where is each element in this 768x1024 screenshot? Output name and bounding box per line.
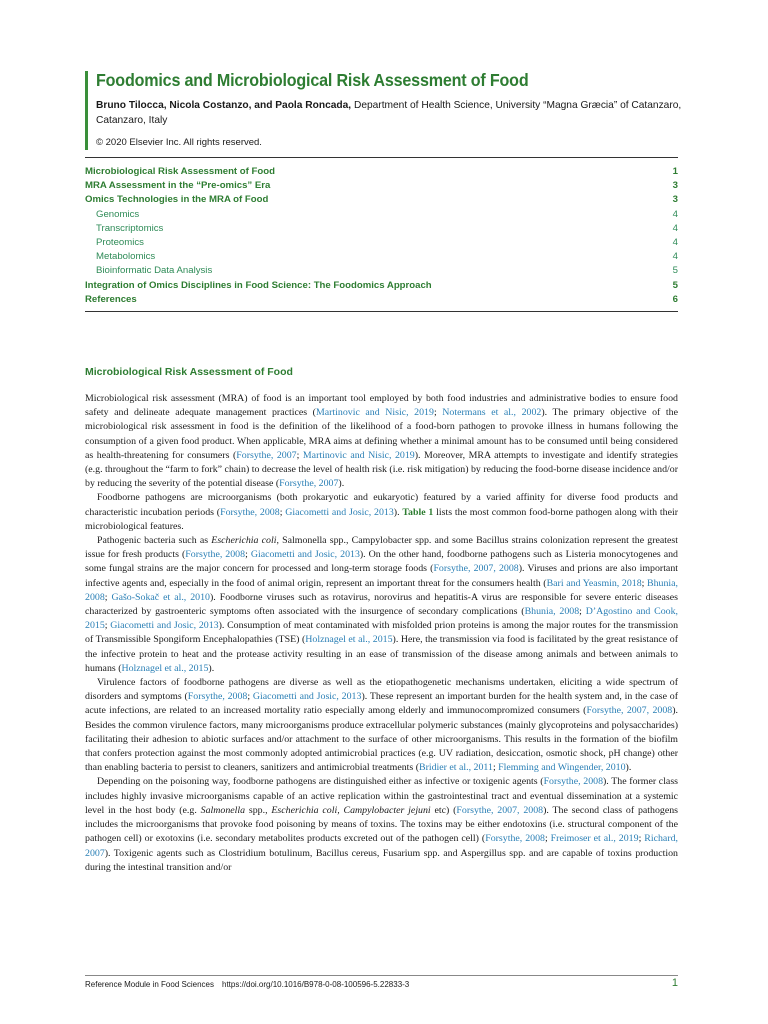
toc-entry-label: MRA Assessment in the “Pre-omics” Era	[85, 180, 271, 192]
italic-species-name: Escherichia coli	[211, 535, 277, 547]
text-run: ;	[296, 449, 303, 461]
text-run: ;	[492, 762, 499, 774]
toc-entry[interactable]	[85, 208, 678, 222]
citation-link[interactable]: Giacometti and Josic, 2013	[285, 506, 394, 518]
text-run: ;	[104, 620, 111, 632]
toc-entry[interactable]	[85, 179, 678, 193]
toc-entry-label: Metabolomics	[96, 251, 156, 263]
citation-link[interactable]: Giacometti and Josic, 2013	[250, 549, 360, 561]
footer-doi-link[interactable]: https://doi.org/10.1016/B978-0-08-100596-5.22833-3	[222, 980, 410, 989]
citation-link[interactable]: Forsythe, 2007, 2008	[433, 563, 519, 575]
body-paragraph	[85, 775, 678, 874]
footer-rule	[85, 975, 678, 976]
text-run: ;	[641, 577, 647, 589]
article-body	[85, 392, 678, 875]
text-run: Virulence factors of foodborne pathogens are diverse as well as the etiopathogenetic mechanisms undertaken, eliciting a wide spectrum of disorders and symptoms (	[85, 677, 678, 703]
text-run: Pathogenic bacteria such as	[97, 535, 212, 547]
author-affiliation: Department of Health Science, University “Magna Græcia” of Catanzaro, Catanzaro, Italy	[96, 100, 682, 126]
text-run: ). On the other hand, foodborne pathogens such as Listeria monocytogenes and some fungal strains are the major concern for processed and long-term storage foods (	[85, 549, 678, 575]
toc-entry-label: Integration of Omics Disciplines in Food Science: The Foodomics Approach	[85, 279, 432, 291]
citation-link[interactable]: Richard, 2007	[85, 833, 679, 859]
citation-link[interactable]: Holznagel et al., 2015	[121, 662, 209, 674]
copyright-notice: © 2020 Elsevier Inc. All rights reserved.	[96, 137, 262, 148]
footer-page-number: 1	[671, 977, 678, 989]
text-run: ). The former class includes highly invasive microorganisms capable of an active replication within the gastrointestinal tract and eventual dissemination at a systemic level in the host body (e.g.	[85, 776, 679, 816]
text-run: ;	[279, 506, 286, 518]
citation-link[interactable]: Martinovic and Nisic, 2019	[315, 407, 434, 419]
toc-entry-label: Omics Technologies in the MRA of Food	[85, 194, 269, 206]
text-run: ). Foodborne viruses such as rotavirus, norovirus and hepatitis-A virus are responsible for severe enteric diseases characterized by gastroenteric symptoms often associated with the insurgence of secondary complications (	[85, 591, 678, 618]
text-run: spp.,	[245, 804, 272, 816]
toc-entry[interactable]	[85, 222, 678, 236]
toc-entry-page: 4	[672, 208, 678, 220]
text-run: ;	[638, 833, 645, 845]
author-block	[96, 98, 686, 128]
toc-top-rule	[85, 157, 678, 158]
citation-link[interactable]: Giacometti and Josic, 2013	[252, 691, 362, 703]
text-run: ). Consumption of meat contaminated with misfolded prion proteins is among the major routes for the transmission of Transmissible Spongiform Encephalopathies (TSE) (	[85, 620, 679, 646]
text-run: ). Viruses and prions are also important infective agents and, especially in the food of animal origin, represent an important threat for the consumers health (	[85, 563, 678, 589]
citation-link[interactable]: Notermans et al., 2002	[442, 407, 542, 419]
toc-entry-label: Transcriptomics	[96, 222, 164, 234]
toc-entry-page: 3	[672, 180, 678, 192]
toc-entry-label: Genomics	[96, 208, 140, 220]
citation-link[interactable]: Forsythe, 2008	[220, 506, 280, 518]
citation-link[interactable]: Gašo-Sokač et al., 2010	[111, 591, 210, 603]
text-run: ). The primary objective of the microbiological risk assessment in food is the definition of the likelihood of a food-born pathogen to provoke illness in humans following the consumption of a given food product. When applicable, MRA aims at defining whether a minimal amount has to be consumed until being considered as health-threatening for consumers (	[85, 407, 678, 461]
text-run: ).	[338, 478, 345, 490]
body-paragraph	[85, 534, 678, 676]
text-run: ). Besides the common virulence factors, many microorganisms produce extracellular polymeric substances (mainly glycoproteins and polysaccharides) facilitating their adhesion to abiotic surfaces and/or attachment to the surface of other microorganisms. This results in the formation of the biofilm that confers protection against the most commonly adopted antimicrobial practices (e.g. UV radiation, desiccation, osmotic shock, pH change) other than enabling bacteria to persist to cleaners, sanitizers and antimicrobial treatments (	[85, 705, 678, 774]
citation-link[interactable]: D’Agostino and Cook, 2015	[85, 606, 679, 632]
text-run: ). These represent an important burden for the health system and, in the case of acute infections, are related to an increased mortality ratio especially among elderly and immunocompromized consumers (	[85, 691, 679, 717]
author-names: Bruno Tilocca, Nicola Costanzo, and Paola Roncada,	[96, 100, 352, 111]
text-run: ;	[579, 606, 586, 618]
text-run: ). Here, the transmission via food is facilitated by the great resistance of the infective protein to heat and the protease activity resulting in an ease of transmission of the disease among animals and between animals to humans (	[85, 634, 678, 674]
text-run: ).	[208, 662, 215, 674]
toc-entry-page: 4	[672, 236, 678, 248]
toc-entry-page: 5	[672, 279, 678, 291]
text-run: ;	[544, 833, 551, 845]
citation-link[interactable]: Forsythe, 2008	[543, 776, 604, 788]
toc-entry[interactable]	[85, 264, 678, 278]
text-run: ). Toxigenic agents such as Clostridium botulinum, Bacillus cereus, Fusarium spp. and Aspergillus spp. and are capable of toxins production during the intestinal transition and/or	[85, 847, 678, 873]
text-run: ;	[245, 549, 251, 561]
footer-journal: Reference Module in Food Sciences	[85, 980, 214, 989]
toc-entry[interactable]	[85, 279, 678, 293]
toc-entry-label: Bioinformatic Data Analysis	[96, 265, 213, 277]
citation-link[interactable]: Giacometti and Josic, 2013	[110, 620, 219, 632]
italic-species-name: Salmonella	[200, 804, 246, 816]
text-run: ).	[625, 762, 632, 774]
citation-link[interactable]: Bhunia, 2008	[85, 577, 678, 603]
citation-link[interactable]: Forsythe, 2007, 2008	[456, 804, 544, 816]
toc-entry[interactable]	[85, 193, 678, 207]
table-reference-link[interactable]: Table 1	[402, 506, 434, 518]
toc-bottom-rule	[85, 311, 678, 312]
citation-link[interactable]: Forsythe, 2008	[187, 691, 248, 703]
toc-entry-label: Microbiological Risk Assessment of Food	[85, 166, 275, 177]
toc-entry-page: 4	[672, 222, 678, 234]
body-paragraph	[85, 491, 678, 534]
text-run: ). Moreover, MRA attempts to investigate and identify strategies (e.g. throughout the “farm to fork” chain) to decrease the level of health risk (i.e. risk mitigation) by reducing the food-borne disease incidence and/or by reducing the severity of the potential disease (	[85, 449, 679, 490]
toc-entry[interactable]	[85, 165, 678, 179]
text-run: lists the most common food-borne pathogen along with their microbiological features.	[85, 506, 679, 532]
text-run: ;	[247, 691, 253, 703]
text-run: etc) (	[430, 804, 457, 816]
text-run: , Salmonella spp., Campylobacter spp. and some Bacillus strains colonization represent the greatest issue for fresh products (	[85, 535, 678, 561]
citation-link[interactable]: Forsythe, 2008	[185, 549, 246, 561]
section-heading: Microbiological Risk Assessment of Food	[85, 366, 293, 378]
citation-link[interactable]: Forsythe, 2008	[485, 833, 545, 845]
toc-entry-page: 6	[672, 293, 678, 305]
citation-link[interactable]: Bari and Yeasmin, 2018	[546, 577, 642, 589]
italic-species-name: Escherichia coli, Campylobacter jejuni	[271, 804, 431, 816]
text-run: Depending on the poisoning way, foodborne pathogens are distinguished either as infective or toxigenic agents (	[97, 776, 544, 788]
text-run: ).	[393, 506, 403, 518]
citation-link[interactable]: Martinovic and Nisic, 2019	[302, 449, 415, 461]
text-run: ;	[433, 407, 443, 419]
toc-entry-label: References	[85, 293, 137, 305]
toc-entry[interactable]	[85, 236, 678, 250]
toc-entry-label: Proteomics	[96, 236, 144, 248]
body-paragraph	[85, 392, 678, 491]
citation-link[interactable]: Bhunia, 2008	[524, 606, 580, 618]
text-run: ;	[104, 591, 112, 603]
toc-entry[interactable]	[85, 250, 678, 264]
toc-entry-page: 1	[672, 166, 678, 177]
toc-entry[interactable]	[85, 293, 678, 307]
citation-link[interactable]: Flemming and Wingender, 2010	[498, 762, 626, 774]
citation-link[interactable]: Freimoser et al., 2019	[550, 833, 639, 845]
citation-link[interactable]: Bridier et al., 2011	[418, 762, 493, 774]
citation-link[interactable]: Forsythe, 2007, 2008	[586, 705, 673, 717]
body-paragraph	[85, 676, 678, 775]
table-of-contents	[85, 165, 678, 307]
toc-entry-page: 4	[672, 251, 678, 263]
title-accent-bar	[85, 71, 88, 150]
citation-link[interactable]: Forsythe, 2007	[236, 449, 297, 461]
citation-link[interactable]: Forsythe, 2007	[279, 478, 339, 490]
article-title: Foodomics and Microbiological Risk Assessment of Food	[96, 70, 529, 90]
toc-entry-page: 3	[672, 194, 678, 206]
text-run: Foodborne pathogens are microorganisms (both prokaryotic and eukaryotic) featured by a varied affinity for diverse food products and characteristic incubation periods (	[85, 492, 678, 518]
toc-entry-page: 5	[672, 265, 678, 277]
text-run: Microbiological risk assessment (MRA) of food is an important tool employed by both food industries and administrative bodies to ensure food safety and delineate adequate management practices (	[85, 393, 678, 419]
citation-link[interactable]: Holznagel et al., 2015	[305, 634, 393, 646]
text-run: ). The second class of pathogens includes the microorganisms that provoke food poisoning by means of toxins. The toxins may be either endotoxins (i.e. structural component of the pathogen cell) or exotoxins (i.e. secondary metabolites products excreted out of the pathogen cell) (	[85, 804, 679, 845]
